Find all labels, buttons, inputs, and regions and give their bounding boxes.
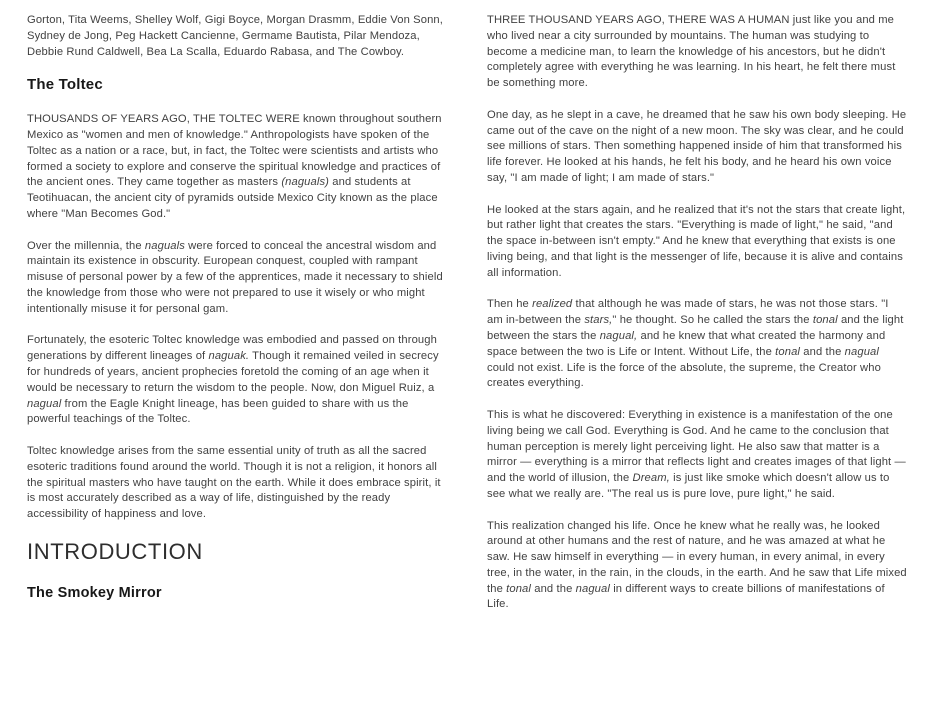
toltec-paragraph-1: THOUSANDS OF YEARS AGO, THE TOLTEC WERE known throughout southern Mexico as "women and men of knowledge." Anthropologists have spoken of the Toltec as a nation or a race, but, in fact, the Toltec were scientists and artists who formed a society to explore and conserve the spiritual knowledge and practices of the ancient ones. They came together as masters (naguals) and students at Teotihuacan, the ancient city of pyramids outside Mexico City known as the place where "Man Becomes God." bbox=[27, 113, 442, 220]
acknowledgments-continuation-paragraph: Gorton, Tita Weems, Shelley Wolf, Gigi Boyce, Morgan Drasmm, Eddie Von Sonn, Sydney de Jong, Peg Hackett Cancienne, Germame Bautista, Pilar Mendoza, Debbie Rund Caldwell, Bea La Scalla, Eduardo Rabasa, and The Cowboy. bbox=[27, 14, 443, 58]
toltec-paragraph-4: Toltec knowledge arises from the same essential unity of truth as all the sacred esoteric traditions found around the world. Though it is not a religion, it honors all the spiritual masters who have taught on the earth. While it does embrace spirit, it is most accurately described as a way of life, distinguished by the ready accessibility of happiness and love. bbox=[27, 444, 441, 521]
toltec-section-heading: The Toltec bbox=[27, 76, 103, 94]
smokey-mirror-paragraph-2: One day, as he slept in a cave, he dreamed that he saw his own body sleeping. He came out of the cave on the night of a new moon. The sky was clear, and he could see millions of stars. Then something happened inside of him that transformed his life forever. He looked at his hands, he felt his body, and he heard his own voice say, "I am made of light; I am made of stars." bbox=[487, 108, 907, 184]
left-column bbox=[27, 13, 447, 706]
smokey-mirror-section-heading: The Smokey Mirror bbox=[27, 584, 162, 601]
toltec-paragraph-2: Over the millennia, the naguals were forced to conceal the ancestral wisdom and maintain its existence in obscurity. European conquest, coupled with rampant misuse of personal power by a few of the apprentices, made it necessary to shield the knowledge from those who were not prepared to use it wisely or who might intentionally misuse it for personal gam. bbox=[27, 239, 443, 315]
right-column bbox=[487, 13, 907, 706]
smokey-mirror-paragraph-3: He looked at the stars again, and he realized that it's not the stars that create light, but rather light that creates the stars. "Everything is made of light," he said, "and the space in-between isn't empty." And he knew that everything that exists is one living being, and that light is the messenger of life, because it is alive and contains all information. bbox=[487, 203, 906, 279]
smokey-mirror-paragraph-1: THREE THOUSAND YEARS AGO, THERE WAS A HUMAN just like you and me who lived near a city surrounded by mountains. The human was studying to become a medicine man, to learn the knowledge of his ancestors, but he didn't completely agree with everything he was learning. In his heart, he felt there must be something more. bbox=[487, 14, 896, 90]
smokey-mirror-paragraph-5: This is what he discovered: Everything in existence is a manifestation of the one living being we call God. Everything is God. And he came to the conclusion that human perception is merely light perceiving light. He also saw that matter is a mirror — everything is a mirror that reflects light and creates images of that light — and the world of illusion, the Dream, is just like smoke which doesn't allow us to see what we really are. "The real us is pure love, pure light," he said. bbox=[487, 408, 906, 500]
introduction-chapter-heading: INTRODUCTION bbox=[27, 538, 203, 564]
smokey-mirror-paragraph-6: This realization changed his life. Once he knew what he really was, he looked around at other humans and the rest of nature, and he was amazed at what he saw. He saw himself in everything — in every human, in every animal, in every tree, in the water, in the rain, in the clouds, in the earth. And he saw that Life mixed the tonal and the nagual in different ways to create billions of manifestations of Life. bbox=[487, 519, 907, 611]
toltec-paragraph-3: Fortunately, the esoteric Toltec knowledge was embodied and passed on through generations by different lineages of naguak. Though it remained veiled in secrecy for hundreds of years, ancient prophecies foretold the coming of an age when it would be necessary to return the wisdom to the people. Now, don Miguel Ruiz, a nagual from the Eagle Knight lineage, has been guided to share with us the powerful teachings of the Toltec. bbox=[27, 334, 439, 426]
smokey-mirror-paragraph-4: Then he realized that although he was made of stars, he was not those stars. "I am in-between the stars," he thought. So he called the stars the tonal and the light between the stars the nagual, and he knew that what created the harmony and space between the two is Life or Intent. Without Life, the tonal and the nagual could not exist. Life is the force of the absolute, the supreme, the Creator who creates everything. bbox=[487, 298, 904, 390]
